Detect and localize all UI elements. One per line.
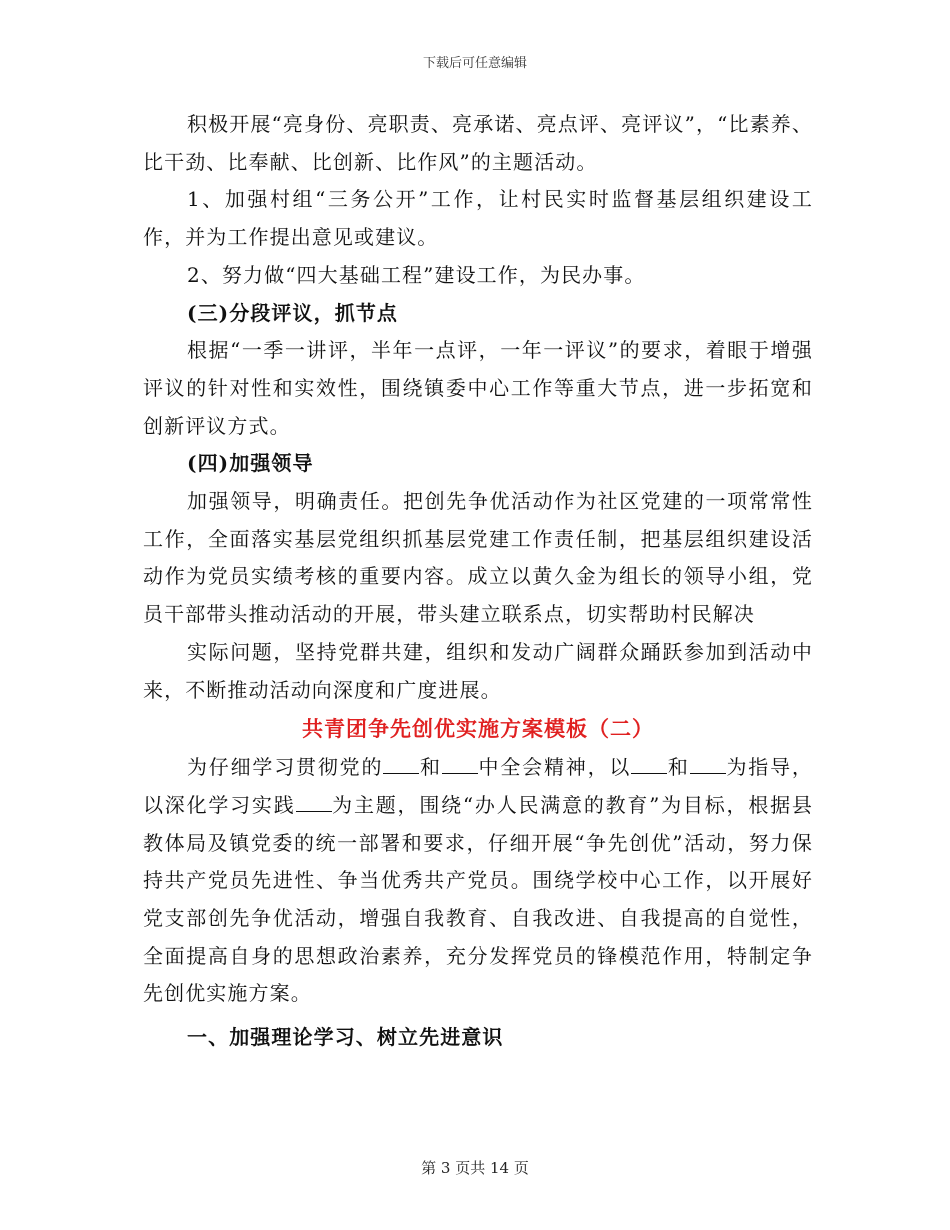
text-segment: 和: [419, 755, 442, 780]
fill-blank: [442, 755, 478, 774]
text-segment: 和: [667, 755, 690, 780]
document-body: [143, 106, 813, 1057]
paragraph: 实际问题，坚持党群共建，组织和发动广阔群众踊跃参加到活动中来，不断推动活动向深度和广度进展。: [143, 639, 813, 702]
text-segment: 为主题，围绕“办人民满意的教育”为目标，根据县教体局及镇党委的统一部署和要求，仔细开展“争先创优”活动，努力保持共产党员先进性、争当优秀共产党员。围绕学校中心工作，以开展好党支部创先争优活动，增强自我教育、自我改进、自我提高的自觉性，全面提高自身的思想政治素养，充分发挥党员的锋模范作用，特制定争先创优实施方案。: [143, 792, 814, 1006]
paragraph: 2、努力做“四大基础工程”建设工作，为民办事。: [187, 262, 646, 287]
paragraph: 1、加强村组“三务公开”工作，让村民实时监督基层组织建设工作，并为工作提出意见或建议。: [143, 187, 813, 250]
paragraph: 加强领导，明确责任。把创先争优活动作为社区党建的一项常常性工作，全面落实基层党组织抓基层党建工作责任制，把基层组织建设活动作为党员实绩考核的重要内容。成立以黄久金为组长的领导小组，党员干部带头推动活动的开展，带头建立联系点，切实帮助村民解决: [143, 489, 813, 627]
section-heading: 一、加强理论学习、树立先进意识: [187, 1025, 504, 1050]
page-footer: 第 3 页共 14 页: [421, 1159, 529, 1177]
text-segment: 为仔细学习贯彻党的: [187, 755, 384, 780]
text-segment: 中全会精神，以: [477, 755, 632, 780]
paragraph: [143, 749, 813, 1013]
paragraph: 积极开展“亮身份、亮职责、亮承诺、亮点评、亮评议”，“比素养、比干劲、比奉献、比创新、比作风”的主题活动。: [143, 112, 813, 174]
section-heading: (三)分段评议，抓节点: [187, 300, 399, 325]
fill-blank: [296, 793, 332, 812]
section-heading: (四)加强领导: [187, 451, 314, 476]
fill-blank: [631, 755, 667, 774]
text-segment: 为指导，以深化学习实践: [143, 755, 813, 817]
fill-blank: [690, 755, 726, 774]
paragraph: 根据“一季一讲评，半年一点评，一年一评议”的要求，着眼于增强评议的针对性和实效性，围绕镇委中心工作等重大节点，进一步拓宽和创新评议方式。: [143, 338, 813, 438]
page-header: 下载后可任意编辑: [422, 56, 527, 71]
document-title: 共青团争先创优实施方案模板（二）: [302, 716, 654, 742]
fill-blank: [383, 755, 419, 774]
